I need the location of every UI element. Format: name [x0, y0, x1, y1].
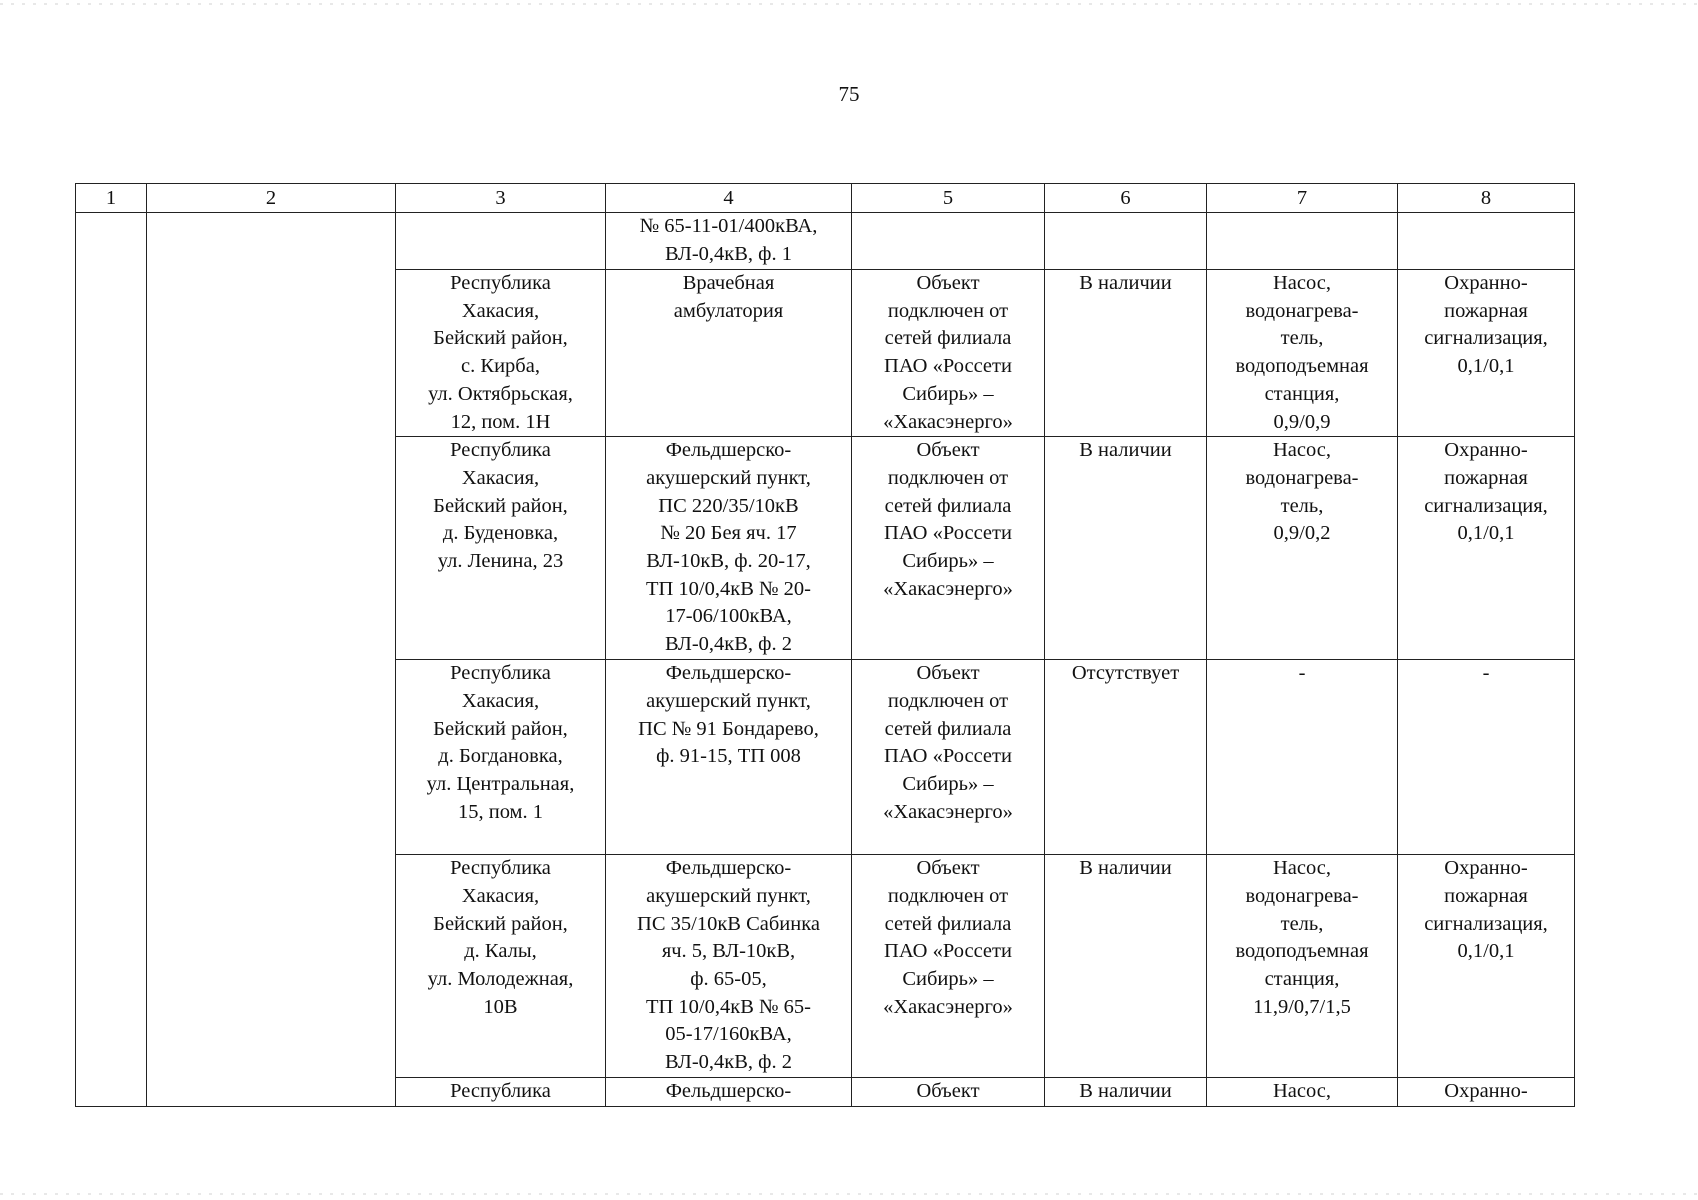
cell-line: Республика	[450, 1080, 551, 1103]
cell-line: сетей филиала	[884, 912, 1012, 935]
object-cell	[606, 270, 852, 437]
header-col-7: 7	[1207, 184, 1398, 213]
cell-line: В наличии	[1079, 857, 1172, 880]
cell-line: Хакасия,	[461, 689, 540, 712]
cell-line: водоподъемная	[1235, 940, 1369, 963]
cell-line: станция,	[1264, 382, 1340, 405]
cell-line: ВЛ-0,4кВ, ф. 2	[665, 633, 792, 656]
cell-line: ул. Центральная,	[426, 773, 575, 796]
header-col-6: 6	[1045, 184, 1207, 213]
cell-line: Бейский район,	[433, 327, 568, 350]
cell-line: Фельдшерско-	[665, 662, 792, 685]
header-col-8: 8	[1398, 184, 1575, 213]
scan-noise-top	[0, 3, 1698, 5]
cont-alarm-cell	[1398, 213, 1575, 270]
cell-line: водонагрева-	[1245, 884, 1359, 907]
cell-line: 11,9/0,7/1,5	[1253, 995, 1351, 1018]
cell-line: «Хакасэнерго»	[883, 800, 1013, 823]
cell-line: Отсутствует	[1071, 662, 1180, 685]
object-cell	[606, 855, 852, 1078]
cell-line: акушерский пункт,	[646, 466, 811, 489]
cell-line: Фельдшерско-	[665, 1080, 792, 1103]
cell-line: ПС 35/10кВ Сабинка	[637, 912, 820, 935]
cell-line: тель,	[1280, 912, 1324, 935]
cont-address-cell	[396, 213, 606, 270]
cell-line: водоподъемная	[1235, 355, 1369, 378]
cell-line: 17-06/100кВА,	[665, 605, 792, 628]
address-cell	[396, 270, 606, 437]
continuation-row	[76, 213, 1575, 270]
cell-line: Сибирь» –	[902, 968, 994, 991]
cell-line: Республика	[450, 272, 551, 294]
cont-availability-cell	[1045, 213, 1207, 270]
cell-line: тель,	[1280, 327, 1324, 350]
address-cell	[396, 855, 606, 1078]
connection-cell	[852, 437, 1045, 660]
connection-cell	[852, 1078, 1045, 1107]
equipment-cell	[1207, 855, 1398, 1078]
connection-cell	[852, 855, 1045, 1078]
cell-line: сигнализация,	[1424, 494, 1548, 517]
cell-line: Фельдшерско-	[665, 857, 792, 880]
cell-line: с. Кирба,	[461, 355, 540, 378]
connection-cell	[852, 270, 1045, 437]
scan-noise-bottom	[0, 1193, 1698, 1195]
cell-line: Охранно-	[1444, 272, 1528, 294]
cell-line: Хакасия,	[461, 884, 540, 907]
cell-line: д. Буденовка,	[442, 522, 559, 545]
object-cell	[606, 1078, 852, 1107]
header-col-4: 4	[606, 184, 852, 213]
cell-line: ф. 91-15, ТП 008	[656, 745, 801, 768]
cell-line: 10В	[483, 995, 518, 1018]
page-number: 75	[838, 82, 860, 106]
header-col-2: 2	[147, 184, 396, 213]
cell-line: сигнализация,	[1424, 327, 1548, 350]
cell-line: д. Богдановка,	[438, 745, 563, 768]
cell-line: 0,1/0,1	[1457, 355, 1515, 378]
cont-connection-cell	[852, 213, 1045, 270]
cell-line: -	[1298, 662, 1306, 685]
alarm-cell	[1398, 1078, 1575, 1107]
cell-line: водонагрева-	[1245, 466, 1359, 489]
header-col-1: 1	[76, 184, 147, 213]
cell-line: д. Калы,	[464, 940, 537, 963]
cell-line: Объект	[916, 439, 980, 462]
alarm-cell	[1398, 270, 1575, 437]
cell-line: амбулатория	[673, 299, 784, 322]
cell-line: В наличии	[1079, 439, 1172, 462]
cell-line: Бейский район,	[433, 717, 568, 740]
cell-line: Республика	[450, 662, 551, 685]
equipment-cell	[1207, 270, 1398, 437]
availability-cell	[1045, 660, 1207, 855]
object-cell	[606, 660, 852, 855]
cell-line: акушерский пункт,	[646, 689, 811, 712]
cell-line: Объект	[916, 662, 980, 685]
availability-cell	[1045, 1078, 1207, 1107]
cell-line: Бейский район,	[433, 494, 568, 517]
availability-cell	[1045, 855, 1207, 1078]
cell-line: Фельдшерско-	[665, 439, 792, 462]
header-row	[76, 184, 1575, 213]
cell-line: Объект	[916, 272, 980, 294]
cell-line: ПС № 91 Бондарево,	[638, 717, 819, 740]
address-cell	[396, 660, 606, 855]
cell-line: Республика	[450, 439, 551, 462]
cell-line: ул. Молодежная,	[427, 968, 574, 991]
cell-line: Охранно-	[1444, 439, 1528, 462]
alarm-cell	[1398, 855, 1575, 1078]
cell-line: акушерский пункт,	[646, 884, 811, 907]
availability-cell	[1045, 270, 1207, 437]
cell-line: 0,9/0,2	[1273, 522, 1331, 545]
cont-object-line: ВЛ-0,4кВ, ф. 1	[665, 242, 792, 265]
cell-line: сигнализация,	[1424, 912, 1548, 935]
cell-line: Хакасия,	[461, 466, 540, 489]
availability-cell	[1045, 437, 1207, 660]
cell-line: Охранно-	[1444, 857, 1528, 880]
cell-line: 05-17/160кВА,	[665, 1023, 792, 1046]
cell-line: № 20 Бея яч. 17	[660, 522, 797, 545]
cell-line: «Хакасэнерго»	[883, 410, 1013, 433]
cont-object-cell	[606, 213, 852, 270]
cell-line: -	[1482, 662, 1490, 685]
number-cell	[76, 213, 147, 1107]
cell-line: сетей филиала	[884, 717, 1012, 740]
cell-line: «Хакасэнерго»	[883, 577, 1013, 600]
cell-line: водонагрева-	[1245, 299, 1359, 322]
cont-object-line: № 65-11-01/400кВА,	[639, 215, 818, 237]
cell-line: подключен от	[887, 299, 1009, 322]
cell-line: 0,9/0,9	[1273, 410, 1331, 433]
cell-line: Насос,	[1273, 1080, 1331, 1103]
cell-line: пожарная	[1444, 299, 1528, 322]
cell-line: пожарная	[1444, 466, 1528, 489]
cell-line: сетей филиала	[884, 494, 1012, 517]
cell-line: подключен от	[887, 884, 1009, 907]
cell-line: Сибирь» –	[902, 550, 994, 573]
cell-line: подключен от	[887, 689, 1009, 712]
facilities-table	[75, 183, 1575, 1107]
cell-line: Сибирь» –	[902, 382, 994, 405]
cell-line: 15, пом. 1	[457, 800, 544, 823]
header-col-5: 5	[852, 184, 1045, 213]
cell-line: Врачебная	[682, 272, 775, 294]
cell-line: Насос,	[1273, 857, 1331, 880]
cell-line: Охранно-	[1444, 1080, 1528, 1103]
cell-line: 0,1/0,1	[1457, 522, 1515, 545]
cell-line: 12, пом. 1Н	[450, 410, 551, 433]
cell-line: ПАО «Россети	[884, 355, 1012, 378]
address-cell	[396, 437, 606, 660]
cell-line: Сибирь» –	[902, 773, 994, 796]
cell-line: ПАО «Россети	[884, 522, 1012, 545]
address-cell	[396, 1078, 606, 1107]
header-col-3: 3	[396, 184, 606, 213]
alarm-cell	[1398, 437, 1575, 660]
cell-line: Хакасия,	[461, 299, 540, 322]
cell-line: В наличии	[1079, 1080, 1172, 1103]
cell-line: Насос,	[1273, 272, 1331, 294]
cell-line: Объект	[916, 857, 980, 880]
cell-line: Объект	[916, 1080, 980, 1103]
alarm-cell	[1398, 660, 1575, 855]
cell-line: Республика	[450, 857, 551, 880]
equipment-cell	[1207, 660, 1398, 855]
equipment-cell	[1207, 1078, 1398, 1107]
cell-line: ТП 10/0,4кВ № 20-	[645, 577, 812, 600]
cell-line: «Хакасэнерго»	[883, 995, 1013, 1018]
cell-line: ВЛ-10кВ, ф. 20-17,	[646, 550, 811, 573]
cell-line: сетей филиала	[884, 327, 1012, 350]
cell-line: пожарная	[1444, 884, 1528, 907]
cont-equipment-cell	[1207, 213, 1398, 270]
cell-line: ПАО «Россети	[884, 940, 1012, 963]
cell-line: 0,1/0,1	[1457, 940, 1515, 963]
cell-line: тель,	[1280, 494, 1324, 517]
cell-line: ТП 10/0,4кВ № 65-	[645, 995, 812, 1018]
cell-line: ул. Ленина, 23	[437, 550, 564, 573]
equipment-cell	[1207, 437, 1398, 660]
cell-line: В наличии	[1079, 272, 1172, 294]
connection-cell	[852, 660, 1045, 855]
cell-line: Бейский район,	[433, 912, 568, 935]
cell-line: станция,	[1264, 968, 1340, 991]
object-cell	[606, 437, 852, 660]
cell-line: ПАО «Россети	[884, 745, 1012, 768]
cell-line: яч. 5, ВЛ-10кВ,	[661, 940, 796, 963]
cell-line: ВЛ-0,4кВ, ф. 2	[665, 1051, 792, 1074]
cell-line: подключен от	[887, 466, 1009, 489]
cell-line: ПС 220/35/10кВ	[658, 494, 799, 517]
cell-line: Насос,	[1273, 439, 1331, 462]
cell-line: ф. 65-05,	[690, 968, 767, 991]
region-cell	[147, 213, 396, 1107]
cell-line: ул. Октябрьская,	[428, 382, 573, 405]
